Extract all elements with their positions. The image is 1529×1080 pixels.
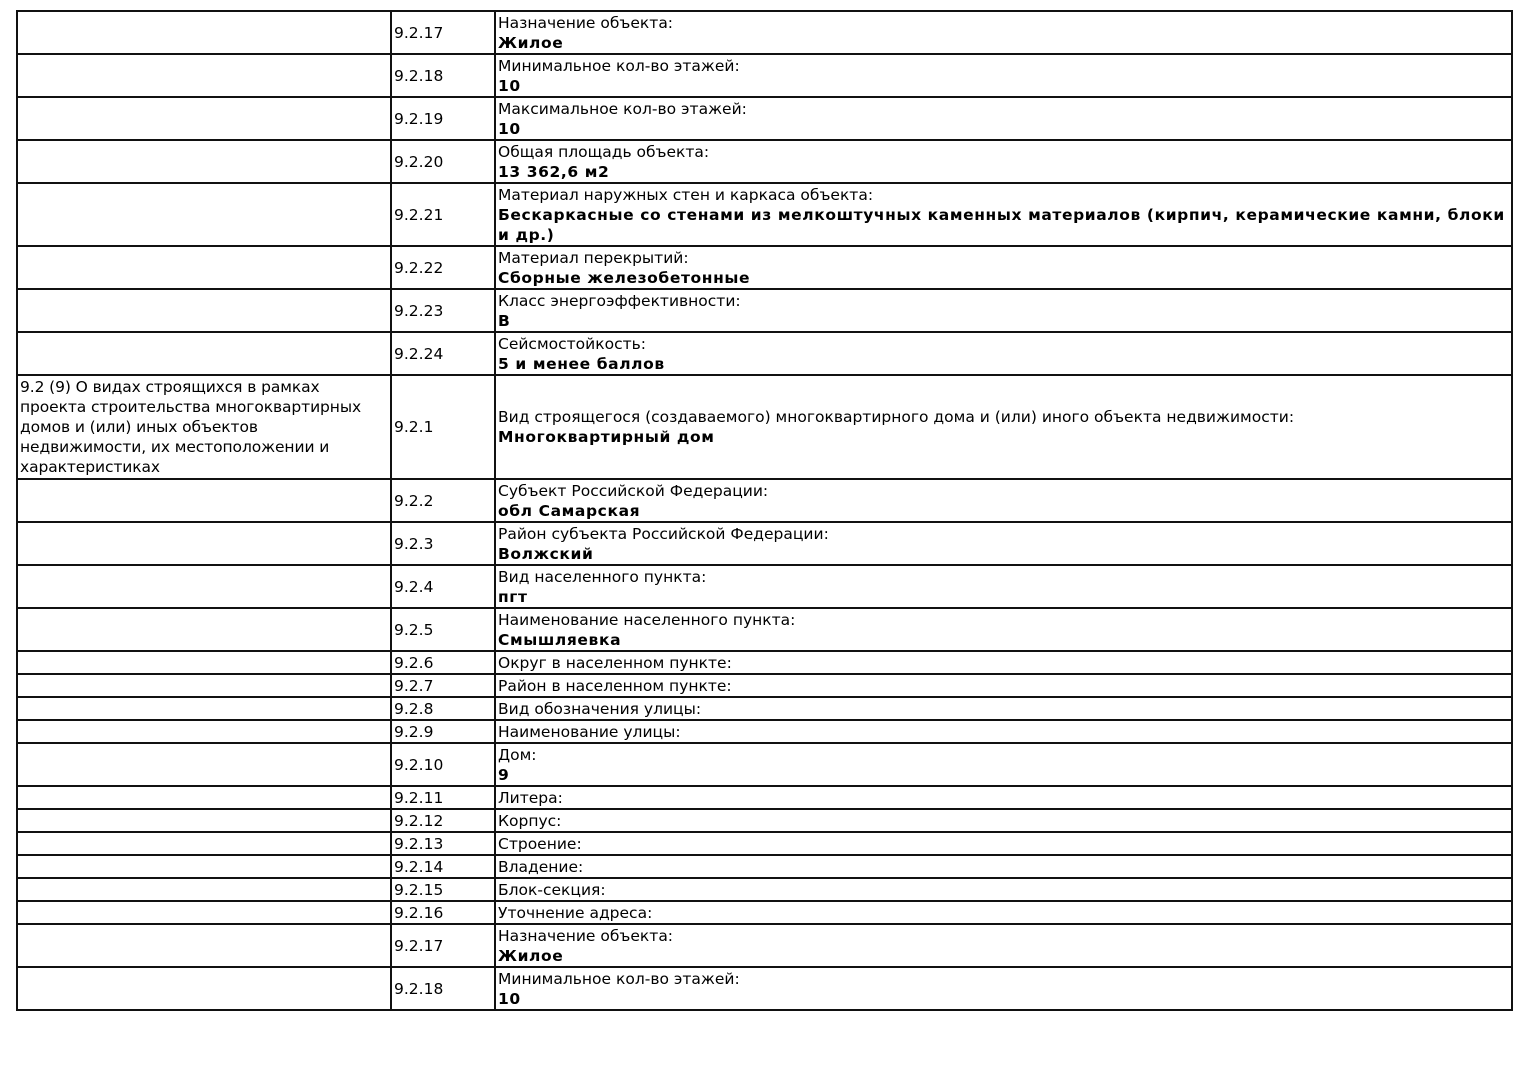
section-cell [17, 332, 391, 375]
item-label: Корпус: [498, 811, 562, 830]
item-label: Район в населенном пункте: [498, 676, 732, 695]
item-content [495, 375, 1512, 479]
item-label: Район субъекта Российской Федерации: [498, 524, 829, 543]
item-number: 9.2.20 [391, 140, 495, 183]
item-value: Жилое [498, 33, 564, 52]
item-content [495, 11, 1512, 54]
table-row [17, 967, 1512, 1010]
section-cell [17, 924, 391, 967]
item-content [495, 479, 1512, 522]
table-row [17, 289, 1512, 332]
item-content [495, 809, 1512, 832]
section-cell [17, 97, 391, 140]
item-value: Волжский [498, 544, 594, 563]
section-cell [17, 809, 391, 832]
table-row [17, 183, 1512, 246]
item-content [495, 901, 1512, 924]
item-value: 9 [498, 765, 510, 784]
item-content [495, 97, 1512, 140]
item-number: 9.2.21 [391, 183, 495, 246]
item-label: Уточнение адреса: [498, 903, 653, 922]
section-cell [17, 54, 391, 97]
section-cell [17, 565, 391, 608]
item-label: Сейсмостойкость: [498, 334, 646, 353]
table-row [17, 246, 1512, 289]
table-row [17, 786, 1512, 809]
item-number: 9.2.9 [391, 720, 495, 743]
item-content [495, 743, 1512, 786]
table-row [17, 608, 1512, 651]
item-content [495, 697, 1512, 720]
item-value: Многоквартирный дом [498, 428, 715, 446]
table-row [17, 743, 1512, 786]
table-row [17, 832, 1512, 855]
section-cell [17, 901, 391, 924]
section-cell [17, 743, 391, 786]
item-number: 9.2.16 [391, 901, 495, 924]
declaration-table [16, 10, 1513, 1011]
item-label: Минимальное кол-во этажей: [498, 969, 740, 988]
item-number: 9.2.18 [391, 54, 495, 97]
item-number: 9.2.13 [391, 832, 495, 855]
item-label: Наименование населенного пункта: [498, 610, 796, 629]
item-number: 9.2.6 [391, 651, 495, 674]
section-cell [17, 855, 391, 878]
item-content [495, 967, 1512, 1010]
item-value: 10 [498, 119, 521, 138]
item-label: Назначение объекта: [498, 13, 674, 32]
item-content [495, 674, 1512, 697]
section-cell [17, 878, 391, 901]
item-value: пгт [498, 587, 528, 606]
section-cell [17, 11, 391, 54]
section-cell [17, 140, 391, 183]
item-number: 9.2.7 [391, 674, 495, 697]
item-content [495, 246, 1512, 289]
section-cell [17, 697, 391, 720]
section-cell [17, 479, 391, 522]
section-cell [17, 522, 391, 565]
item-label: Литера: [498, 788, 563, 807]
item-label: Класс энергоэффективности: [498, 291, 741, 310]
item-content [495, 522, 1512, 565]
item-number: 9.2.14 [391, 855, 495, 878]
table-row [17, 479, 1512, 522]
item-number: 9.2.2 [391, 479, 495, 522]
item-number: 9.2.19 [391, 97, 495, 140]
item-content [495, 54, 1512, 97]
item-content [495, 140, 1512, 183]
item-number: 9.2.12 [391, 809, 495, 832]
item-content [495, 183, 1512, 246]
item-number: 9.2.4 [391, 565, 495, 608]
item-label: Вид обозначения улицы: [498, 699, 702, 718]
item-value: Смышляевка [498, 630, 622, 649]
table-row [17, 651, 1512, 674]
table-row [17, 809, 1512, 832]
item-label: Минимальное кол-во этажей: [498, 56, 740, 75]
table-row [17, 720, 1512, 743]
table-body [17, 11, 1512, 1010]
item-number: 9.2.15 [391, 878, 495, 901]
item-label: Строение: [498, 834, 582, 853]
section-cell [17, 651, 391, 674]
item-content [495, 651, 1512, 674]
section-cell [17, 289, 391, 332]
item-label: Максимальное кол-во этажей: [498, 99, 747, 118]
item-value: Бескаркасные со стенами из мелкоштучных каменных материалов (кирпич, керамические камни, блоки и др.) [498, 205, 1505, 244]
item-label: Материал наружных стен и каркаса объекта: [498, 185, 874, 204]
table-row [17, 375, 1512, 479]
item-value: 5 и менее баллов [498, 354, 665, 373]
section-cell [17, 720, 391, 743]
item-content [495, 832, 1512, 855]
section-cell [17, 786, 391, 809]
item-number: 9.2.18 [391, 967, 495, 1010]
table-row [17, 878, 1512, 901]
item-value: В [498, 311, 511, 330]
table-row [17, 97, 1512, 140]
item-content [495, 786, 1512, 809]
table-row [17, 855, 1512, 878]
section-cell [17, 832, 391, 855]
item-content [495, 289, 1512, 332]
section-cell [17, 967, 391, 1010]
item-content [495, 720, 1512, 743]
item-number: 9.2.5 [391, 608, 495, 651]
section-cell [17, 674, 391, 697]
item-content [495, 565, 1512, 608]
item-value: обл Самарская [498, 501, 641, 520]
item-number: 9.2.11 [391, 786, 495, 809]
table-row [17, 140, 1512, 183]
item-label: Материал перекрытий: [498, 248, 689, 267]
item-number: 9.2.8 [391, 697, 495, 720]
item-value: 13 362,6 м2 [498, 162, 610, 181]
item-label: Владение: [498, 857, 584, 876]
item-label: Блок-секция: [498, 880, 606, 899]
table-row [17, 11, 1512, 54]
item-value: Сборные железобетонные [498, 268, 751, 287]
section-title: 9.2 (9) О видах строящихся в рамках проекта строительства многоквартирных домов и (или) иных объектов недвижимости, их местоположении и характеристиках [17, 375, 391, 479]
item-number: 9.2.3 [391, 522, 495, 565]
item-label: Дом: [498, 745, 537, 764]
table-row [17, 697, 1512, 720]
table-row [17, 565, 1512, 608]
item-content [495, 878, 1512, 901]
item-content [495, 855, 1512, 878]
table-row [17, 674, 1512, 697]
item-content [495, 332, 1512, 375]
item-number: 9.2.17 [391, 11, 495, 54]
item-number: 9.2.23 [391, 289, 495, 332]
table-row [17, 522, 1512, 565]
item-value: Жилое [498, 946, 564, 965]
section-cell [17, 246, 391, 289]
item-label: Субъект Российской Федерации: [498, 481, 769, 500]
table-row [17, 924, 1512, 967]
section-cell [17, 183, 391, 246]
table-row [17, 54, 1512, 97]
item-label: Вид населенного пункта: [498, 567, 707, 586]
table-row [17, 901, 1512, 924]
item-label: Наименование улицы: [498, 722, 681, 741]
item-label: Округ в населенном пункте: [498, 653, 732, 672]
item-value: 10 [498, 989, 521, 1008]
item-content [495, 924, 1512, 967]
table-row [17, 332, 1512, 375]
item-number: 9.2.22 [391, 246, 495, 289]
item-number: 9.2.10 [391, 743, 495, 786]
item-label: Назначение объекта: [498, 926, 674, 945]
item-content [495, 608, 1512, 651]
item-label: Общая площадь объекта: [498, 142, 710, 161]
item-value: 10 [498, 76, 521, 95]
item-label: Вид строящегося (создаваемого) многоквартирного дома и (или) иного объекта недвижимости: [498, 408, 1295, 426]
item-number: 9.2.24 [391, 332, 495, 375]
section-cell [17, 608, 391, 651]
item-number: 9.2.1 [391, 375, 495, 479]
item-number: 9.2.17 [391, 924, 495, 967]
